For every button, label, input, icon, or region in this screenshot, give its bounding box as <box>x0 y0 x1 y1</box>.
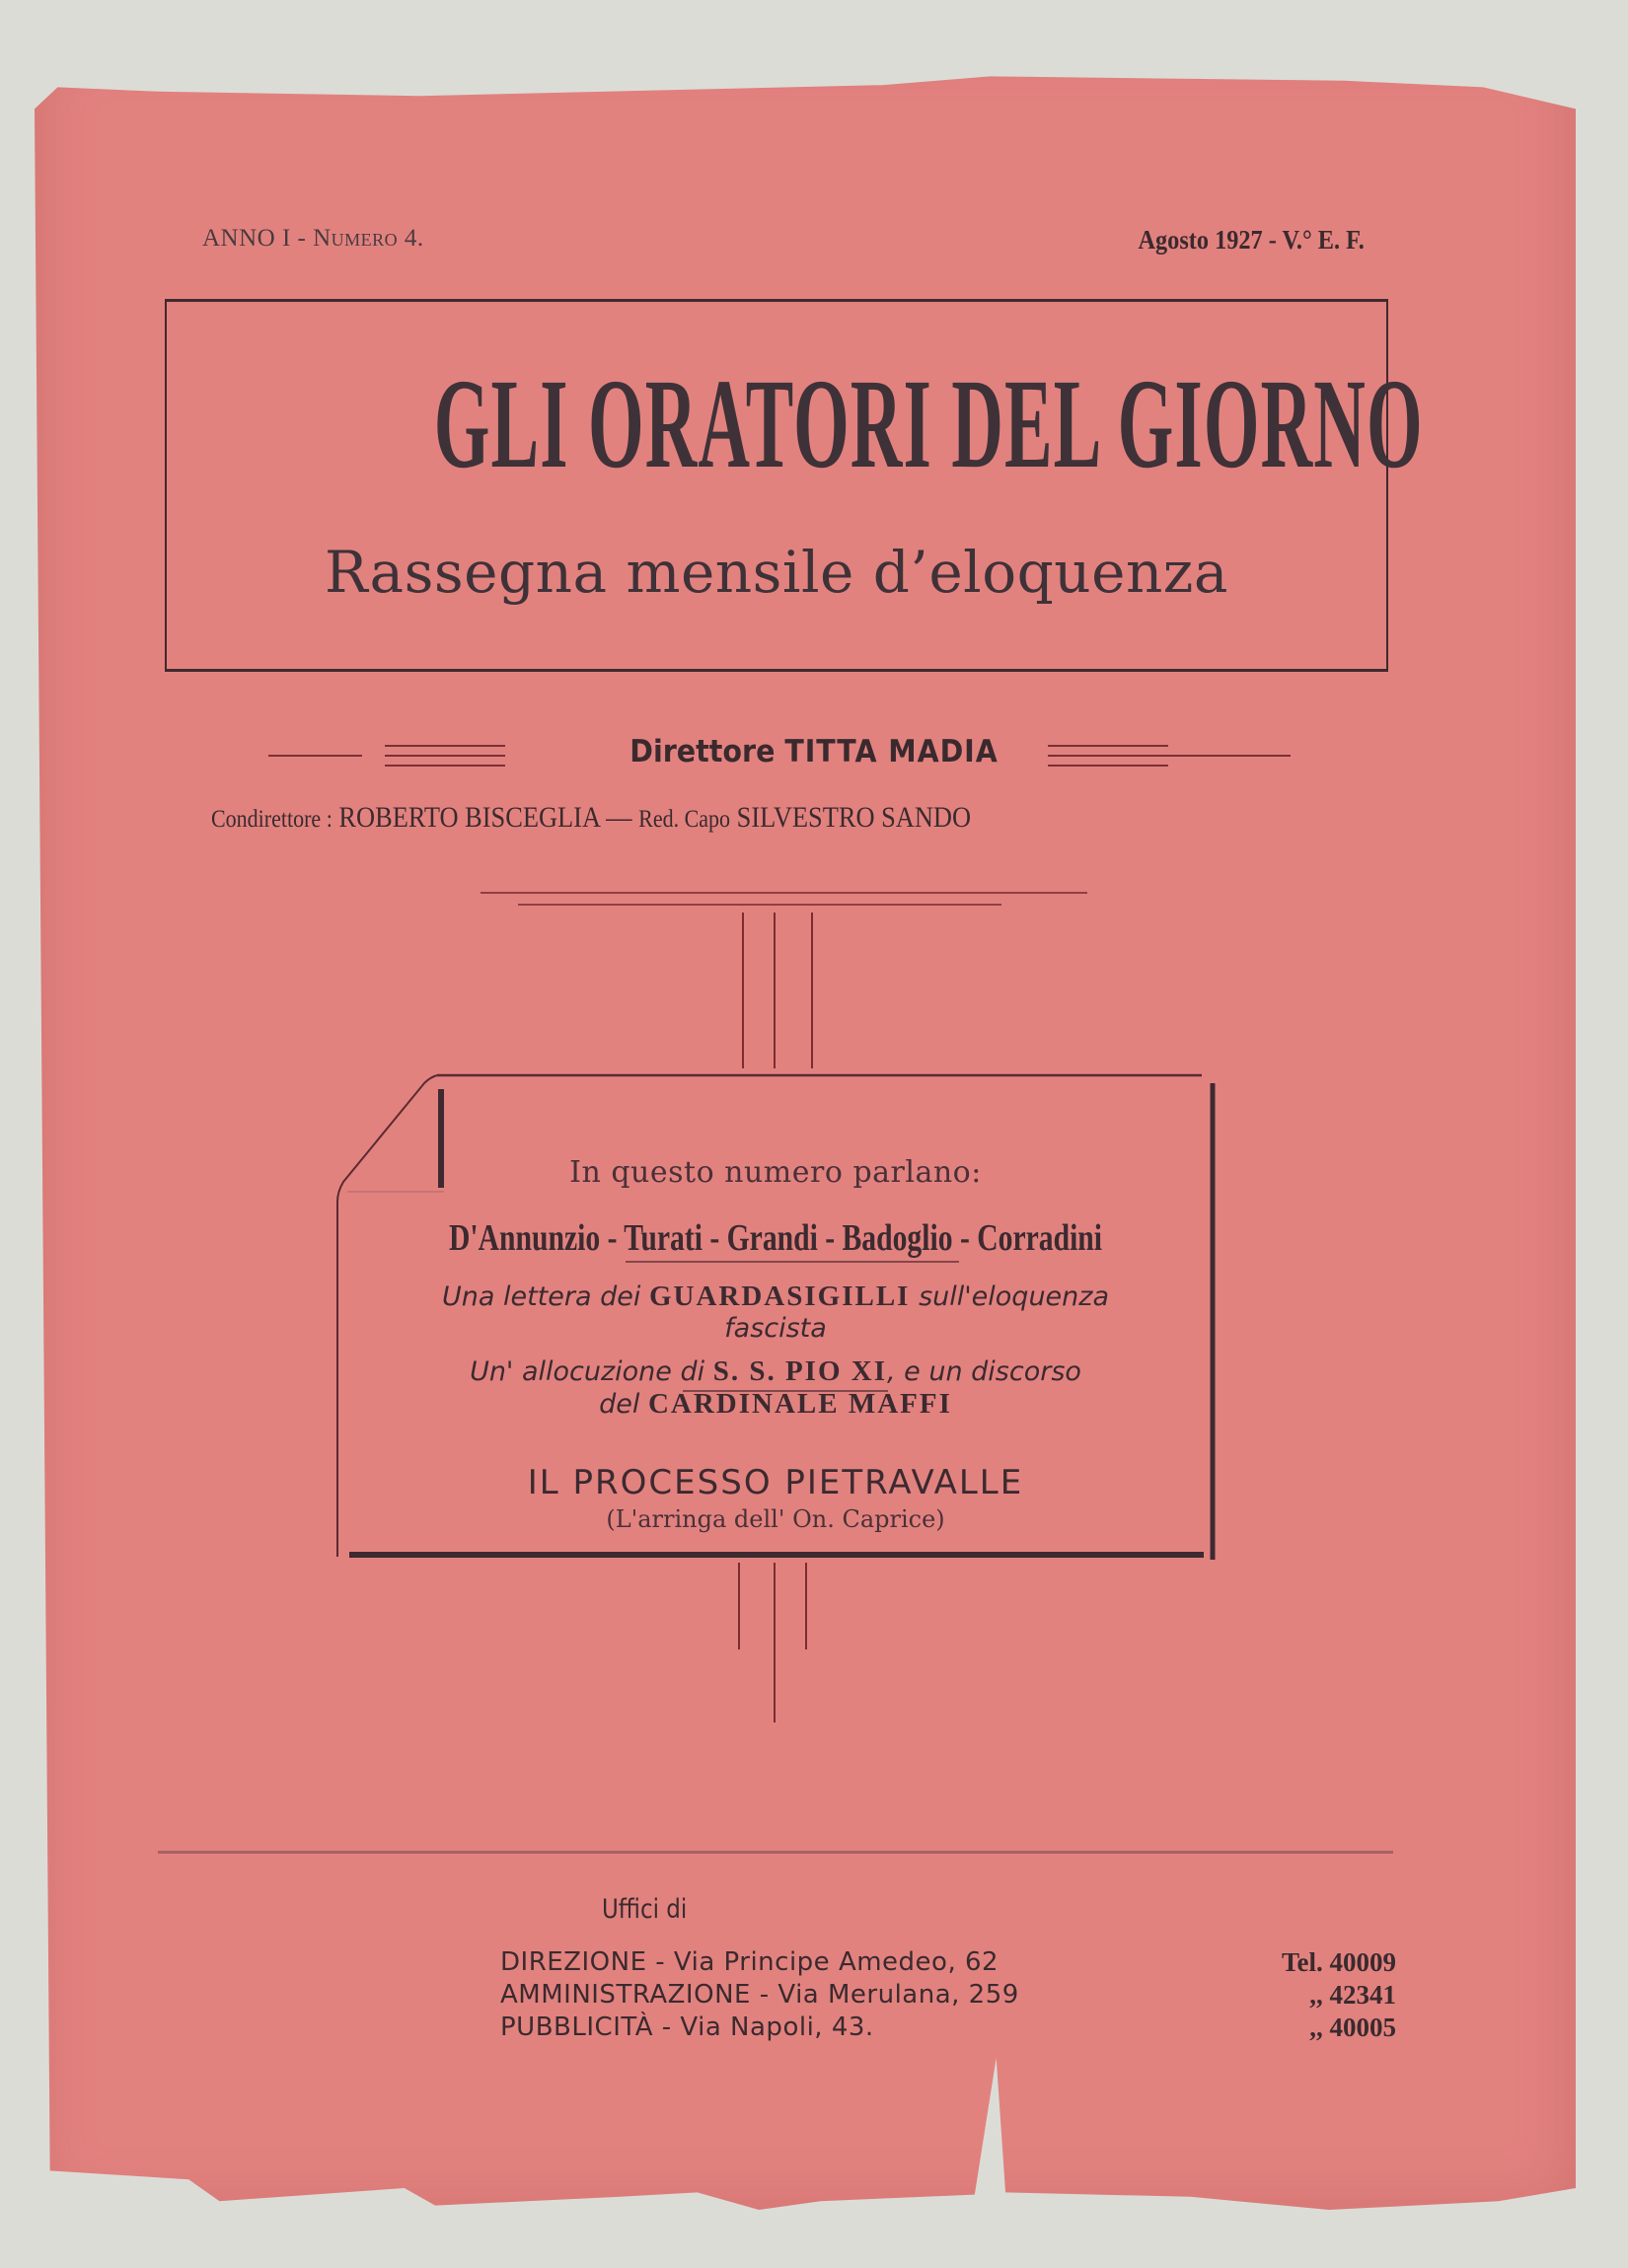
office-row-direzione <box>500 1947 1396 1979</box>
director-label: Direttore <box>629 734 776 769</box>
magazine-subtitle: Rassegna mensile d’eloquenza <box>325 539 1228 606</box>
item-text: Un' allocuzione di <box>470 1356 705 1387</box>
chief-editor-name: SILVESTRO SANDO <box>736 801 972 834</box>
director-name: TITTA MADIA <box>784 734 999 769</box>
ornament-rule <box>518 904 1001 906</box>
ornament-vertical-line <box>774 913 776 1068</box>
ornament-vertical-line <box>811 913 813 1068</box>
office-phone: ,, 42341 <box>1309 1980 1396 2010</box>
item-text: del <box>599 1389 640 1420</box>
ornament-vertical-line <box>774 1563 776 1722</box>
office-address: AMMINISTRAZIONE - Via Merulana, 259 <box>500 1980 1019 2010</box>
feature-subtitle: (L'arringa dell' On. Caprice) <box>606 1505 945 1533</box>
office-row-amministrazione <box>500 1980 1396 2012</box>
staff-line <box>211 801 971 835</box>
office-phone: ,, 40005 <box>1309 2012 1396 2042</box>
issue-number: ANNO I - Numero 4. <box>202 225 424 252</box>
separator: — <box>606 801 632 834</box>
contents-item-allocution-cont <box>337 1390 1214 1419</box>
chief-editor-label: Red. Capo <box>638 806 731 833</box>
magazine-title: GLI ORATORI DEL GIORNO <box>433 353 1424 495</box>
ornament-vertical-line <box>738 1563 740 1649</box>
footer-rule <box>158 1851 1393 1854</box>
speakers-list: D'Annunzio - Turati - Grandi - Badoglio - Corradini <box>448 1217 1103 1259</box>
codirector-label: Condirettore : <box>211 806 333 833</box>
office-address: PUBBLICITÀ - Via Napoli, 43. <box>500 2012 874 2042</box>
ornament-vertical-line <box>805 1563 807 1649</box>
office-address: DIREZIONE - Via Principe Amedeo, 62 <box>500 1947 999 1977</box>
codirector-name: ROBERTO BISCEGLIA <box>338 801 600 834</box>
director-line <box>65 732 1563 771</box>
issue-date: Agosto 1927 - V.° E. F. <box>1138 225 1365 255</box>
contents-box <box>337 1073 1214 1559</box>
item-bold: S. S. PIO XI <box>712 1355 887 1387</box>
item-text: Una lettera dei <box>441 1281 641 1312</box>
contents-item-allocution <box>337 1357 1214 1386</box>
offices-heading: Uffici di <box>602 1894 688 1925</box>
ornament-rule <box>481 892 1087 894</box>
ornament-vertical-line <box>742 913 744 1068</box>
contents-item-letter <box>337 1282 1214 1311</box>
item-text: , e un discorso <box>887 1356 1081 1387</box>
item-bold: CARDINALE MAFFI <box>647 1388 952 1420</box>
item-bold: GUARDASIGILLI <box>648 1280 911 1312</box>
office-phone: Tel. 40009 <box>1281 1947 1396 1977</box>
item-text: sull'eloquenza <box>919 1281 1109 1312</box>
office-row-pubblicita <box>500 2012 1396 2044</box>
contents-item-letter-cont: fascista <box>724 1313 827 1344</box>
feature-title: IL PROCESSO PIETRAVALLE <box>527 1463 1024 1502</box>
contents-intro: In questo numero parlano: <box>569 1155 982 1190</box>
